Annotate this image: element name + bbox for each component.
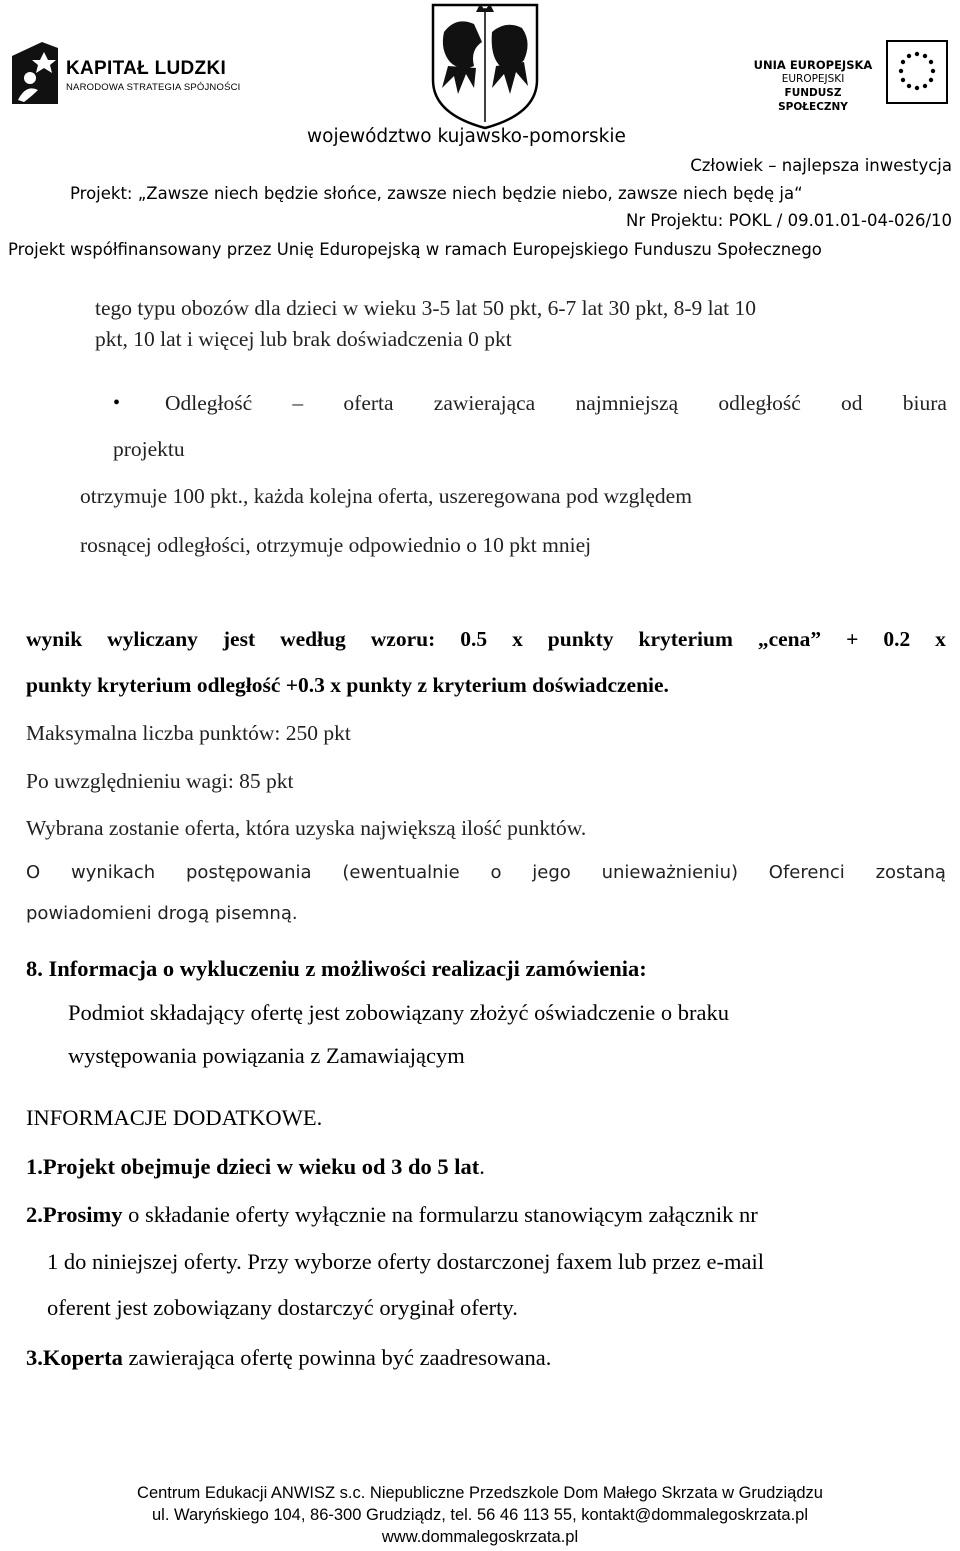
info-item-1 xyxy=(26,1154,485,1180)
kapital-ludzki-title: KAPITAŁ LUDZKI xyxy=(66,58,227,79)
section-8-line2: występowania powiązania z Zamawiającym xyxy=(68,1043,465,1068)
footer-address: ul. Waryńskiego 104, 86-300 Grudziądz, tel. 56 46 113 55, kontakt@dommalegoskrzata.pl xyxy=(151,1506,809,1524)
weighted-points: Po uwzględnieniu wagi: 85 pkt xyxy=(26,769,294,793)
word: oferta xyxy=(343,391,394,415)
paragraph-distance-line1 xyxy=(165,391,947,416)
info-item-2-line2: 1 do niniejszej oferty. Przy wyborze oferty dostarczonej faxem lub przez e-mail xyxy=(47,1249,765,1274)
word: „cena” xyxy=(757,627,822,651)
info-item-3 xyxy=(26,1345,551,1371)
word: o xyxy=(490,862,502,883)
word: odległość xyxy=(718,391,801,415)
section-8-heading: 8. Informacja o wykluczeniu z możliwości realizacji zamówienia: xyxy=(26,956,647,981)
info-item-1-tail: . xyxy=(479,1154,485,1179)
max-points: Maksymalna liczba punktów: 250 pkt xyxy=(26,721,351,745)
selection-rule: Wybrana zostanie oferta, która uzyska największą ilość punktów. xyxy=(26,816,587,840)
word: x xyxy=(935,627,946,651)
eu-flag-icon xyxy=(886,40,948,104)
word: punkty xyxy=(547,627,614,651)
paragraph-distance-line3: otrzymuje 100 pkt., każda kolejna oferta, uszeregowana pod względem xyxy=(80,484,692,508)
word: 0.2 xyxy=(883,627,911,651)
notification-line1 xyxy=(26,862,946,883)
word: Odległość xyxy=(165,391,253,415)
word: zostaną xyxy=(875,862,946,883)
word: jest xyxy=(222,627,256,651)
word: wyliczany xyxy=(107,627,198,651)
header-project-number: Nr Projektu: POKL / 09.01.01-04-026/10 xyxy=(626,211,952,230)
header-funding-note: Projekt współfinansowany przez Unię Eduropejską w ramach Europejskiego Funduszu Społecznego xyxy=(8,240,822,259)
info-item-2-tail: o składanie oferty wyłącznie na formularzu stanowiącym załącznik nr xyxy=(122,1202,758,1227)
formula-line1 xyxy=(26,627,946,652)
kapital-ludzki-subtitle: NARODOWA STRATEGIA SPÓJNOŚCI xyxy=(66,82,241,93)
header-motto: Człowiek – najlepsza inwestycja xyxy=(690,156,952,175)
additional-info-heading: INFORMACJE DODATKOWE. xyxy=(26,1105,323,1130)
word: zawierająca xyxy=(433,391,536,415)
bullet-icon: • xyxy=(113,392,121,414)
word: (ewentualnie xyxy=(342,862,460,883)
word: + xyxy=(846,627,859,651)
kapital-ludzki-emblem-icon xyxy=(8,38,62,108)
word: wzoru: xyxy=(370,627,436,651)
kujawsko-pomorskie-crest-icon xyxy=(430,2,540,130)
word: jego xyxy=(532,862,571,883)
word: biura xyxy=(902,391,947,415)
word: O xyxy=(26,862,41,883)
info-item-3-bold: 3.Koperta xyxy=(26,1345,123,1370)
word: wynik xyxy=(26,627,83,651)
eu-label-line3: FUNDUSZ SPOŁECZNY xyxy=(778,87,848,113)
info-item-2-bold: 2.Prosimy xyxy=(26,1202,123,1227)
eu-label-line2: EUROPEJSKI xyxy=(781,73,845,85)
header-region: województwo kujawsko-pomorskie xyxy=(307,126,626,147)
info-item-3-tail: zawierająca ofertę powinna być zaadresowana. xyxy=(122,1345,552,1370)
section-8-line1: Podmiot składający ofertę jest zobowiązany złożyć oświadczenie o braku xyxy=(68,1000,730,1025)
paragraph-distance-line2: projektu xyxy=(113,437,185,461)
word: – xyxy=(292,391,304,415)
info-item-1-bold: 1.Projekt obejmuje dzieci w wieku od 3 do 5 lat xyxy=(26,1154,480,1179)
word: 0.5 xyxy=(460,627,488,651)
word: kryterium xyxy=(638,627,733,651)
footer-website: www.dommalegoskrzata.pl xyxy=(381,1528,579,1546)
word: wynikach xyxy=(70,862,156,883)
word: Oferenci xyxy=(768,862,845,883)
paragraph-distance-line4: rosnącej odległości, otrzymuje odpowiednio o 10 pkt mniej xyxy=(80,533,592,557)
word: według xyxy=(280,627,346,651)
info-item-2 xyxy=(26,1202,758,1228)
word: od xyxy=(841,391,863,415)
paragraph-experience-line1: tego typu obozów dla dzieci w wieku 3-5 lat 50 pkt, 6-7 lat 30 pkt, 8-9 lat 10 xyxy=(95,296,756,320)
word: x xyxy=(512,627,523,651)
word: unieważnieniu) xyxy=(601,862,738,883)
header-project-title: Projekt: „Zawsze niech będzie słońce, zawsze niech będzie niebo, zawsze niech będę ja“ xyxy=(70,184,803,203)
formula-line2: punkty kryterium odległość +0.3 x punkty z kryterium doświadczenie. xyxy=(26,673,669,697)
word: najmniejszą xyxy=(575,391,679,415)
paragraph-experience-line2: pkt, 10 lat i więcej lub brak doświadczenia 0 pkt xyxy=(95,327,512,351)
eu-label xyxy=(748,58,878,114)
notification-line2: powiadomieni drogą pisemną. xyxy=(26,903,298,924)
footer-organization: Centrum Edukacji ANWISZ s.c. Niepubliczne Przedszkole Dom Małego Skrzata w Grudziądzu xyxy=(137,1484,823,1502)
word: postępowania xyxy=(186,862,312,883)
eu-label-line1: UNIA EUROPEJSKA xyxy=(753,58,873,72)
info-item-2-line3: oferent jest zobowiązany dostarczyć oryginał oferty. xyxy=(47,1295,518,1320)
